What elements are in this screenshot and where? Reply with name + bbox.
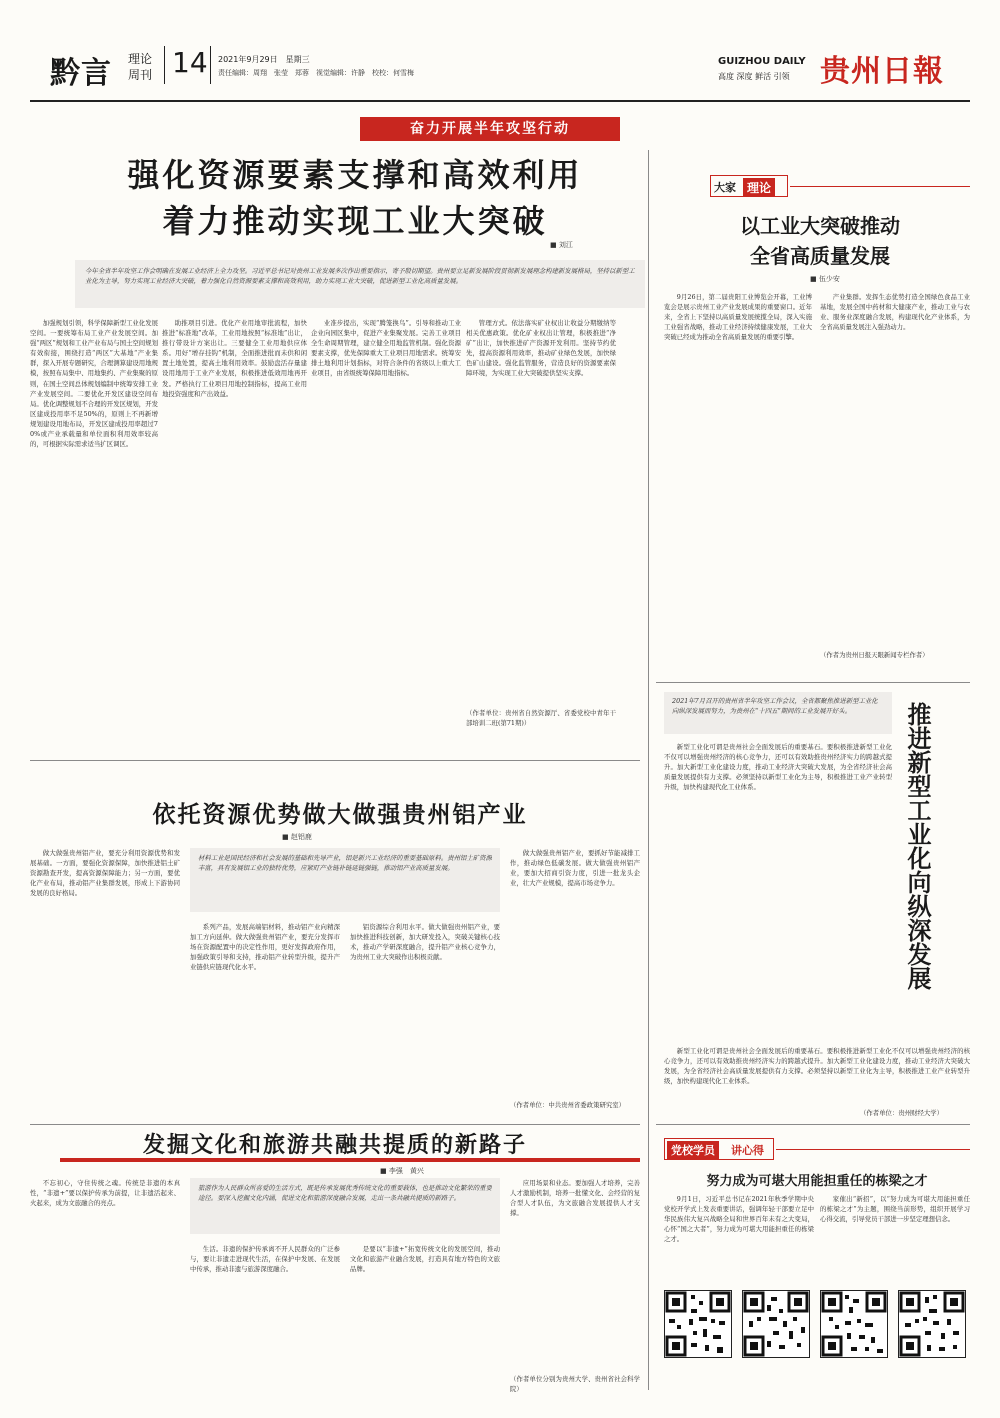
article5-byline: （作者单位：贵州财经大学）	[860, 1109, 944, 1117]
article6-kicker-line	[776, 1149, 970, 1150]
article5-title-vertical: 推进新型工业化向纵深发展	[903, 702, 932, 990]
qr-code-2[interactable]	[742, 1290, 810, 1358]
qr-code-3[interactable]	[820, 1290, 888, 1358]
article3-author: ■ 李强 黄兴	[380, 1167, 424, 1175]
article1-lead-box	[75, 260, 645, 308]
kicker-label-party-school: 党校学员	[667, 1141, 719, 1159]
article3-title-underline	[60, 1158, 640, 1162]
article2-lead: 材料工业是国民经济和社会发展的基础和先导产业，铝是新兴工业经济的重要基础原料。贵州铝土矿资源丰富，具有发展铝工业的独特优势，应紧盯产业链补链延链强链，推动铝产业高质量发展。	[198, 854, 492, 872]
section-sub-1: 理论	[128, 52, 153, 66]
article1-bottom-rule	[30, 760, 640, 761]
date-line: 2021年9月29日 星期三	[218, 55, 310, 64]
kicker-label-lilun: 理论	[743, 178, 775, 197]
paper-en-name: GUIZHOU DAILY	[718, 56, 806, 67]
article4-title-line2: 全省高质量发展	[750, 244, 890, 268]
article2-author: ■ 赵铝鹿	[282, 833, 312, 841]
article2-col3: 铝资源综合利用水平。做大做强贵州铝产业，要加快推进科技创新，加大研发投入，突破关键核心技术，推动产学研深度融合，提升铝产业核心竞争力，为贵州工业大突破作出积极贡献。	[350, 923, 500, 962]
article2-lead-box	[190, 848, 500, 912]
article6-kicker	[664, 1138, 774, 1160]
qr-code-icon	[899, 1291, 965, 1357]
article1-col2: 助推项目引进。优化产业用地审批流程，加快推进“标准地”改革，工业用地按照“标准地”出让，推行带设计方案出让。三要健全工业用地供应体系。用好“增存挂钩”机制，全面推进批而未供和闲置土地处置，提高土地利用效率。鼓励盘活存量建设用地用于工业产业发展，积极推进低效用地再开发。严格执行工业项目用地控制指标，提高工业用地投资强度和产出效益。	[162, 319, 307, 398]
qr-code-icon	[665, 1291, 731, 1357]
article4-kicker	[710, 175, 788, 197]
article6-title: 努力成为可堪大用能担重任的栋梁之才	[706, 1174, 928, 1189]
page-number: 14	[172, 46, 208, 79]
article2-byline: （作者单位：中共贵州省委政策研究室）	[510, 1101, 626, 1109]
article1-col1: 加强规划引领，科学保障新型工业化发展空间。一要统筹布局工业产业发展空间。加强“两区”规划和工业产业布局与国土空间规划有效衔接，围绕打造“两区”大基地“产业集群，探入开展专题研究，合理测算建设用地规模，按照布局集中、用地集约、产业集聚的原则，在国土空间总体规划编制中统筹安排工业产业发展空间。二要优化开发区建设空间布局。优化调整规划不合理的开发区规划，开发区建成投用率不足50%的，原则上不再新增规划建设用地布局，开发区建成投用率超过70%或产业承载量和单位面积利用效率较高的，可根据实际需求适当扩区调区。	[30, 319, 158, 449]
masthead	[30, 36, 970, 96]
qr-code-icon	[821, 1291, 887, 1357]
paper-logo: 贵州日報	[820, 54, 944, 89]
qr-code-1[interactable]	[664, 1290, 732, 1358]
section-sub-2: 周刊	[128, 68, 153, 82]
masthead-divider	[30, 100, 970, 102]
column-separator	[648, 150, 649, 1390]
kicker-label-dajia: 大家	[714, 181, 736, 194]
article2-bottom-rule	[30, 1124, 640, 1125]
section-banner: 奋力开展半年攻坚行动	[360, 117, 620, 141]
article3-lead-box	[190, 1178, 500, 1234]
qr-code-icon	[743, 1291, 809, 1357]
article2-col4: 做大做强贵州铝产业，要抓好节能减排工作，推动绿色低碳发展。做大做强贵州铝产业，要加大招商引资力度，引进一批龙头企业，壮大产业规模，提高市场竞争力。	[510, 849, 640, 888]
article6-col1: 9月1日，习近平总书记在2021年秋季学期中央党校开学式上发表重要讲话，强调年轻干部要立足中华民族伟大复兴战略全局和世界百年未有之大变局，心怀“国之大者”，努力成为可堪大用能担重任的栋梁之才。	[664, 1195, 814, 1244]
article4-bottom-rule	[656, 682, 970, 683]
article2-title: 依托资源优势做大做强贵州铝产业	[152, 801, 528, 828]
article5-body: 新型工业化可谓是贵州社会全面发展后的重要基石。要积极推进新型工业化不仅可以增强贵州经济的核心竞争力，还可以有效助推贵州经济实力的跨越式提升。加大新型工业化建设力度，推动工业经济大突破大发展，为全省经济社会高质量发展提供有力支撑。必须坚持以新型工业化为主导，积极推进工业产业转型升级，加快构建现代化工业体系。	[664, 743, 892, 792]
article1-title-line2: 着力推动实现工业大突破	[162, 202, 548, 240]
qr-code-row	[664, 1290, 970, 1370]
article1-title-line1: 强化资源要素支撑和高效利用	[127, 156, 583, 194]
article1-col3: 业准步提出，实现“腾笼换鸟”。引导和推动工业企业向园区集中，促进产业集聚发展。完善工业项目全生命周期管理，建立健全用地监管机制。强化资源要素支撑，优先保障重大工业项目用地需求。统筹安排土地利用计划指标，对符合条件的省级以上重大工业项目，由省级统筹保障用地指标。	[311, 319, 461, 378]
article1-col4: 管理方式。依法落实矿业权出让收益分期缴纳等相关优惠政策。优化矿业权出让管理，积极推进“净矿”出让，加快推进矿产资源开发利用。坚持节约优先，提高资源利用效率，推动矿业绿色发展，加快绿色矿山建设。强化监管服务，营造良好的资源要素保障环境，为实现工业大突破提供坚实支撑。	[466, 319, 616, 378]
article6-col2: 家催出“新招”，以“努力成为可堪大用能担重任的栋梁之才”为主题，围绕当前形势，组织开展学习心得交流，引导党员干部进一步坚定理想信念。	[820, 1195, 970, 1224]
article3-col4: 应用场景和业态。要加强人才培养，完善人才激励机制，培养一批懂文化、会经营的复合型人才队伍，为文旅融合发展提供人才支撑。	[510, 1179, 640, 1218]
article4-author: ■ 伍少安	[810, 275, 840, 283]
article3-col1: 不忘初心，守住传统之魂。传统是非遗的本真性，“非遗+”要以保护传承为前提，让非遗活起来、火起来，成为文旅融合的亮点。	[30, 1179, 180, 1208]
article4-kicker-line	[790, 186, 970, 187]
article4-col2: 产业集群。发挥生态优势打造全国绿色食品工业基地，发展全国中药材和大健康产业，推动工业与农业、服务业深度融合发展，构建现代化产业体系，为全省高质量发展注入强劲动力。	[820, 293, 970, 332]
article3-title: 发掘文化和旅游共融共提质的新路子	[142, 1132, 527, 1158]
article3-lead: 旅游作为人民群众所喜爱的生活方式，既是传承发展优秀传统文化的重要载体，也是推动文化繁荣的重要途径。要深入挖掘文化内涵，促进文化和旅游深度融合发展，走出一条共融共提质的新路子。	[198, 1184, 492, 1202]
article3-col2: 生活。非遗的保护传承离不开人民群众的广泛参与，要让非遗走进现代生活，在保护中发展、在发展中传承，推动非遗与旅游深度融合。	[190, 1245, 340, 1274]
article4-byline: （作者为贵州日报天眼新闻专栏作者）	[820, 651, 929, 659]
section-name: 黔言	[50, 56, 112, 91]
editors-line: 责任编辑：周翔 张莹 郑蓉 视觉编辑：许静 校校：何雪梅	[218, 69, 414, 77]
article1-lead: 今年全省半年攻坚工作会明确在发展工业经济上全力攻坚。习近平总书记对贵州工业发展多次作出重要指示，寄予殷切期望。贵州要立足新发展阶段贯彻新发展理念构建新发展格局，坚持以新型工业化为主导，努力实现工业经济大突破，着力强化自然资源要素支撑和高效利用，助力实现工业大突破，促进新型工业化高质量发展。	[85, 267, 635, 285]
article2-col2: 系列产品，发展高端铝材料，推动铝产业向精深加工方向延伸。做大做强贵州铝产业，要充分发挥市场在资源配置中的决定性作用，更好发挥政府作用，加强政策引导和支持，推动铝产业转型升级，提升产业链供应链现代化水平。	[190, 923, 340, 972]
qr-code-4[interactable]	[898, 1290, 966, 1358]
article5-body-wide: 新型工业化可谓是贵州社会全面发展后的重要基石。要积极推进新型工业化不仅可以增强贵州经济的核心竞争力，还可以有效助推贵州经济实力的跨越式提升。加大新型工业化建设力度，推动工业经济大突破大发展，为全省经济社会高质量发展提供有力支撑。必须坚持以新型工业化为主导，积极推进工业产业转型升级，加快构建现代化工业体系。	[664, 1047, 970, 1086]
article5-lead-box	[664, 692, 892, 734]
article1-byline: （作者单位：贵州省自然资源厅、省委党校中青年干部培训二班(第71期)）	[466, 709, 616, 728]
article5-lead: 2021年7月召开的贵州省半年攻坚工作会议，全省都聚焦推进新型工业化向纵深发展而努力，为贵州在“十四五”期间的工业发展开好头。	[672, 697, 878, 715]
article3-col3: 是要以“非遗+”拓宽传统文化的发展空间，推动文化和旅游产业融合发展，打造具有地方特色的文旅品牌。	[350, 1245, 500, 1274]
article4-col1: 9月26日，第二届贵阳工业博览会开幕，工业博览会是展示贵州工业产业发展成果的重要窗口。近年来，全省上下坚持以高质量发展统揽全局，深入实施工业强省战略，推动工业经济持续健康发展，工业大突破已经成为推动全省高质量发展的重要引擎。	[664, 293, 812, 342]
article2-col1: 做大做强贵州铝产业，要充分利用资源优势和发展基础。一方面，要强化资源保障，加快推进铝土矿资源勘查开发，提高资源保障能力；另一方面，要优化产业布局，推动铝产业集群发展，形成上下游协同发展的良好格局。	[30, 849, 180, 898]
paper-slogan: 高度 深度 鲜活 引领	[718, 72, 790, 81]
article1-author: ■ 刘江	[550, 241, 573, 249]
article5-bottom-rule	[656, 1124, 970, 1125]
kicker-label-insight: 讲心得	[731, 1144, 764, 1157]
article4-title-line1: 以工业大突破推动	[740, 214, 900, 238]
article3-byline: （作者单位分别为贵州大学、贵州省社会科学院）	[510, 1375, 640, 1394]
